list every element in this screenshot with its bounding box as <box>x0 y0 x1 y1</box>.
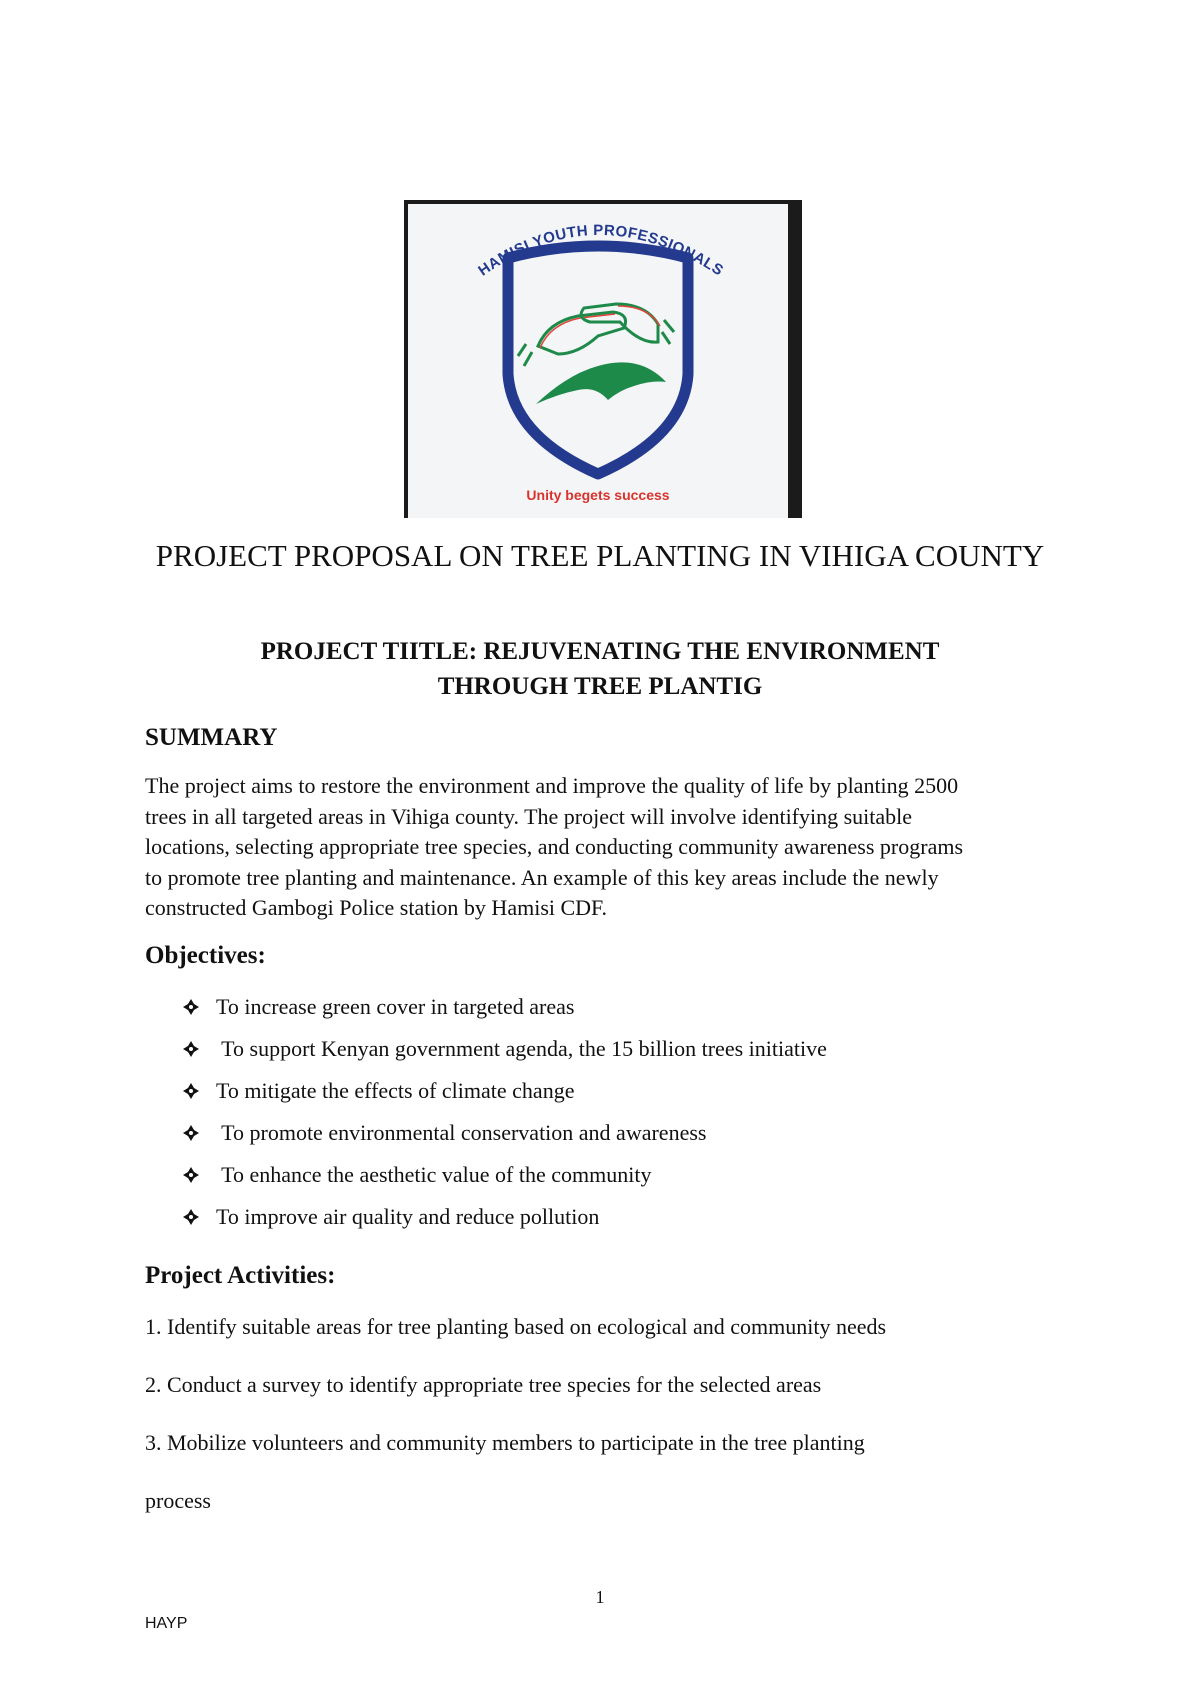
objective-text: To improve air quality and reduce pollution <box>216 1204 600 1229</box>
footer-label: HAYP <box>145 1615 188 1632</box>
summary-paragraph <box>145 771 1065 924</box>
objective-text: To mitigate the effects of climate change <box>216 1078 575 1103</box>
summary-line: constructed Gambogi Police station by Hamisi CDF. <box>145 895 608 920</box>
objective-item <box>182 993 574 1021</box>
summary-heading: SUMMARY <box>145 724 278 751</box>
diamond-bullet-icon <box>182 1124 200 1142</box>
objective-item <box>182 1203 599 1231</box>
diamond-bullet-icon <box>182 1208 200 1226</box>
summary-line: locations, selecting appropriate tree species, and conducting community awareness programs <box>145 834 964 859</box>
project-title-line-1: PROJECT TIITLE: REJUVENATING THE ENVIRONMENT <box>260 638 940 665</box>
objectives-heading: Objectives: <box>145 942 266 969</box>
logo-arc-text: HAMISI YOUTH PROFESSIONALS <box>475 221 727 280</box>
objective-text: To enhance the aesthetic value of the community <box>216 1162 652 1187</box>
objective-item <box>182 1077 574 1105</box>
diamond-bullet-icon <box>182 1040 200 1058</box>
objective-text: To promote environmental conservation and awareness <box>216 1120 707 1145</box>
diamond-bullet-icon <box>182 1166 200 1184</box>
objective-item <box>182 1035 827 1063</box>
hill-shape <box>536 362 666 404</box>
activity-item: 1. Identify suitable areas for tree planting based on ecological and community needs <box>145 1314 887 1339</box>
activity-item: 2. Conduct a survey to identify appropriate tree species for the selected areas <box>145 1372 822 1397</box>
objective-text: To support Kenyan government agenda, the 15 billion trees initiative <box>216 1036 827 1061</box>
page-number: 1 <box>595 1587 605 1607</box>
objective-item <box>182 1119 706 1147</box>
diamond-bullet-icon <box>182 1082 200 1100</box>
project-title <box>150 634 1050 704</box>
summary-line: trees in all targeted areas in Vihiga county. The project will involve identifying suitable <box>145 803 913 829</box>
diamond-bullet-icon <box>182 998 200 1016</box>
summary-line: to promote tree planting and maintenance. An example of this key areas include the newly <box>145 864 939 890</box>
activity-item-continuation: process <box>145 1488 211 1513</box>
shield-icon <box>508 246 688 474</box>
objective-item <box>182 1161 651 1189</box>
logo-motto: Unity begets success <box>526 487 670 503</box>
organization-logo <box>408 204 788 518</box>
project-title-line-2: THROUGH TREE PLANTIG <box>437 673 763 700</box>
activities-heading: Project Activities: <box>145 1262 336 1289</box>
document-title: PROJECT PROPOSAL ON TREE PLANTING IN VIHIGA COUNTY <box>155 538 1045 573</box>
activity-item: 3. Mobilize volunteers and community members to participate in the tree planting <box>145 1430 865 1455</box>
summary-line: The project aims to restore the environment and improve the quality of life by planting 2500 <box>145 773 959 798</box>
objective-text: To increase green cover in targeted areas <box>216 994 575 1019</box>
handshake-icon <box>518 304 674 366</box>
logo-frame <box>404 200 802 518</box>
